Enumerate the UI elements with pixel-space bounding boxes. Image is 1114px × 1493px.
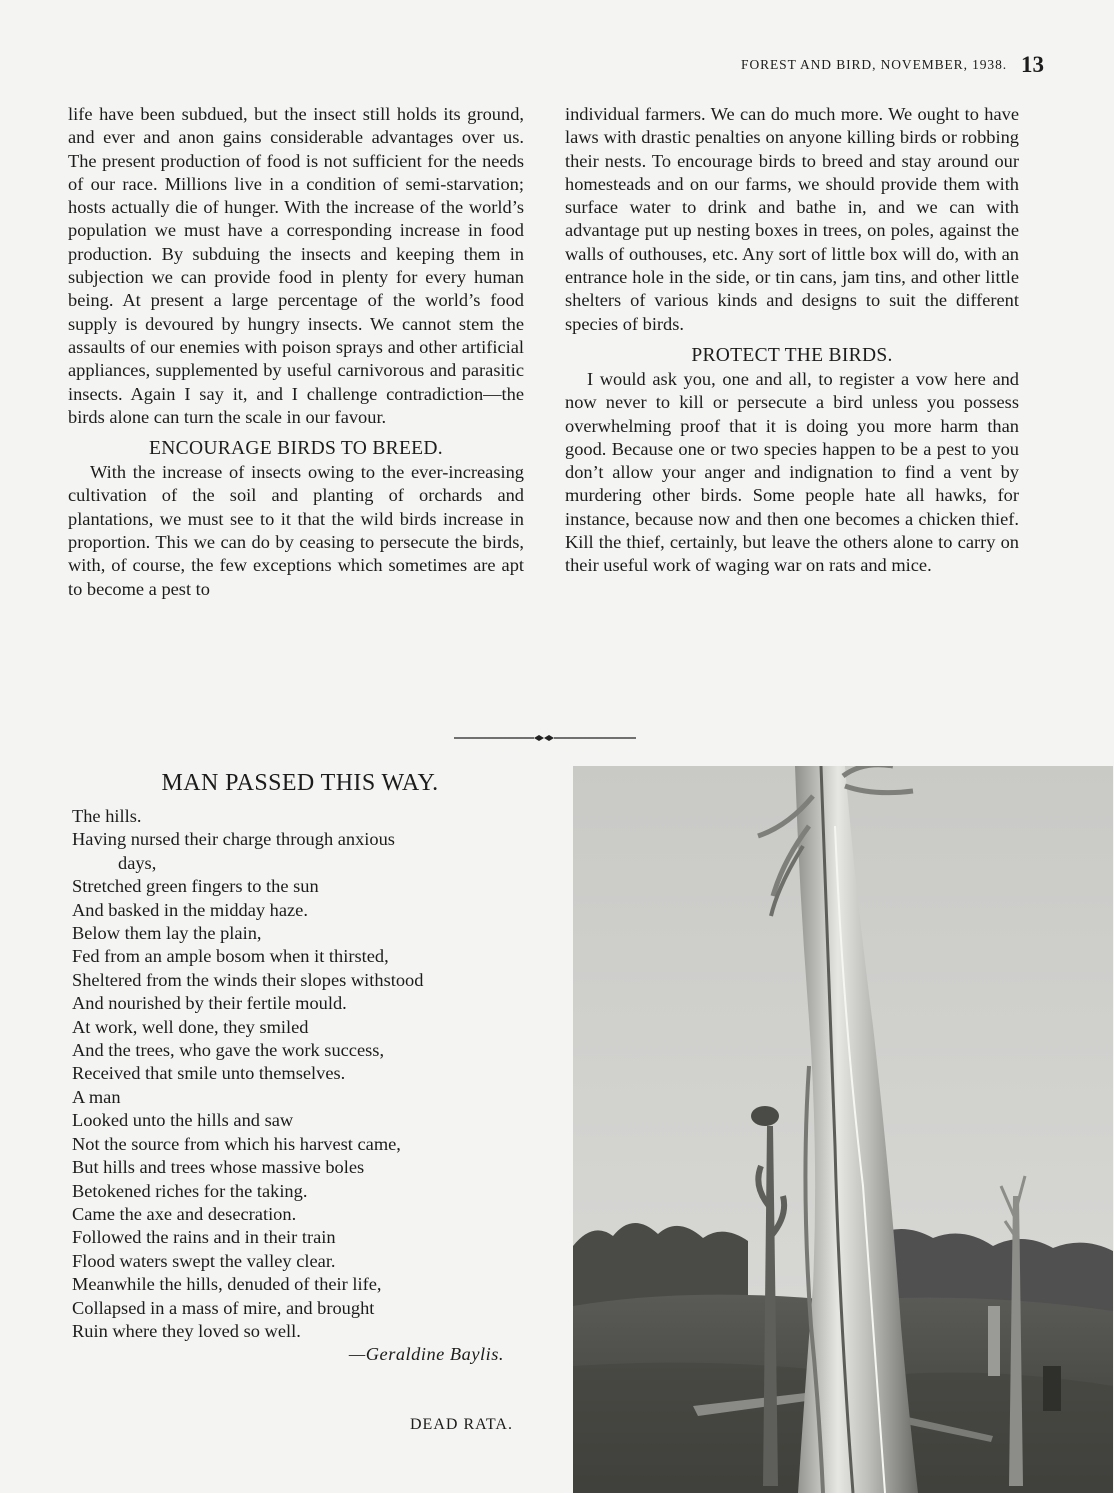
poem-line: Looked unto the hills and saw [72, 1110, 294, 1131]
article-paragraph: With the increase of insects owing to the ever-increasing cultivation of the soil and planting of orchards and plantations, we must see to it that the wild birds increase in proportion. This we can do by ceasing to persecute the birds, with, of course, the few exceptions which sometimes are apt to become a pest to [68, 462, 524, 599]
poem-line: And basked in the midday haze. [72, 899, 308, 920]
poem-line: days, [118, 852, 157, 873]
poem-author: —Geraldine Baylis. [348, 1344, 504, 1365]
poem-line: Not the source from which his harvest came, [72, 1133, 401, 1154]
poem-title: MAN PASSED THIS WAY. [161, 770, 439, 796]
poem-line: A man [72, 1086, 121, 1107]
section-heading-protect-birds: PROTECT THE BIRDS. [691, 344, 893, 366]
dead-rata-photo [573, 766, 1113, 1493]
poem-line: Followed the rains and in their train [72, 1227, 336, 1248]
article-paragraph: life have been subdued, but the insect still holds its ground, and ever and anon gains considerable advantages over us. The present production of food is not sufficient for the needs of our race. Millions live in a condition of semi-starvation; hosts actually die of hunger. With the increase of the world’s population we must have a corresponding increase in food production. By subduing the insects and keeping them in subjection we can provide food in plenty for every human being. At present a large percentage of the world’s food supply is devoured by hungry insects. We cannot stem the assaults of our enemies with poison sprays and other artificial appliances, supplemented by useful carnivorous and parasitic insects. Again I say it, and I challenge contradiction—the birds alone can turn the scale in our favour. [68, 104, 524, 427]
poem-line: Betokened riches for the taking. [72, 1180, 308, 1201]
poem-line: Received that smile unto themselves. [72, 1063, 346, 1084]
poem-line: Having nursed their charge through anxious [72, 829, 395, 850]
poem-line: The hills. [72, 806, 142, 826]
poem-line: Collapsed in a mass of mire, and brought [72, 1297, 375, 1318]
poem-line: Ruin where they loved so well. [72, 1320, 301, 1341]
poem-line: Flood waters swept the valley clear. [72, 1250, 336, 1271]
photo-caption: DEAD RATA. [410, 1416, 513, 1433]
page-header [640, 52, 1044, 78]
poem-line: Meanwhile the hills, denuded of their life, [72, 1274, 382, 1295]
section-divider [454, 730, 636, 746]
poem-line: Came the axe and desecration. [72, 1203, 297, 1224]
section-heading-encourage-birds: ENCOURAGE BIRDS TO BREED. [149, 438, 443, 460]
poem-line: And the trees, who gave the work success, [72, 1040, 385, 1061]
right-column [565, 103, 1019, 578]
poem-line: At work, well done, they smiled [72, 1016, 309, 1037]
poem-line: Below them lay the plain, [72, 923, 262, 944]
left-column [68, 103, 524, 601]
poem-line: But hills and trees whose massive boles [72, 1157, 365, 1178]
article-paragraph: individual farmers. We can do much more. We ought to have laws with drastic penalties on anyone killing birds or robbing their nests. To encourage birds to breed and stay around our homesteads and on our farms, we should provide them with surface water to drink and bathe in, and we can with advantage put up nesting boxes in trees, on poles, against the walls of outhouses, etc. Any sort of little box will do, with an entrance hole in the side, or tin cans, jam tins, and other little shelters of various kinds and designs to suit the different species of birds. [565, 104, 1019, 334]
poem-line: And nourished by their fertile mould. [72, 993, 347, 1014]
poem-line: Fed from an ample bosom when it thirsted, [72, 946, 389, 967]
running-title: FOREST AND BIRD, NOVEMBER, 1938. [741, 57, 1007, 72]
poem-line: Stretched green fingers to the sun [72, 876, 319, 897]
page-number: 13 [1021, 52, 1044, 77]
poem-line: Sheltered from the winds their slopes withstood [72, 969, 424, 990]
article-paragraph: I would ask you, one and all, to register a vow here and now never to kill or persecute a bird unless you possess overwhelming proof that it is doing you more harm than good. Because one or two species happen to be a pest to you don’t allow your anger and indignation to find a vent by murdering other birds. Some people hate all hawks, for instance, because now and then one becomes a chicken thief. Kill the thief, certainly, but leave the others alone to carry on their useful work of waging war on rats and mice. [565, 368, 1019, 576]
poem [72, 805, 532, 1367]
dead-tree-image [573, 766, 1113, 1493]
